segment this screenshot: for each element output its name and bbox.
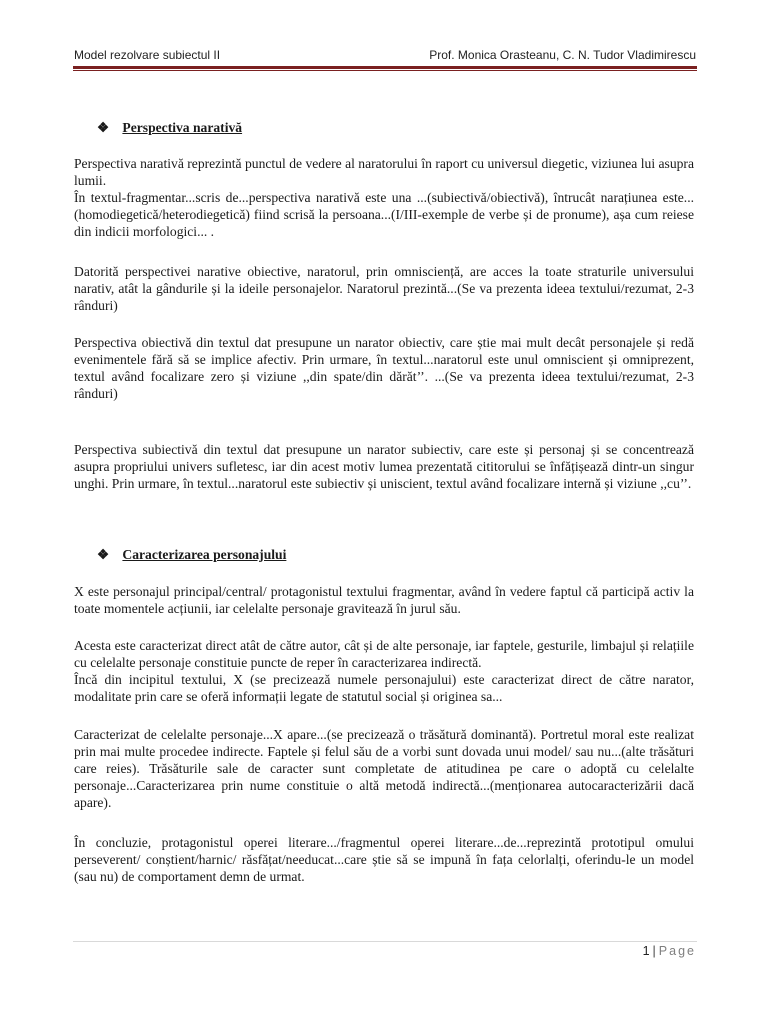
page-header bbox=[74, 46, 696, 68]
diamond-bullet-icon: ❖ bbox=[97, 120, 110, 135]
footer-rule bbox=[73, 941, 697, 942]
paragraph-text: Perspectiva subiectivă din textul dat presupune un narator subiectiv, care este și personaj și se concentrează asupra propriului univers sufletesc, iar din acest motiv lumea prezentată cititorului se înfățișează dintr-un singur unghi. Prin urmare, în textul...naratorul este subiectiv și uniscient, textul având focalizare internă și viziune ,,cu’’. bbox=[74, 442, 694, 491]
paragraph-caracterizare-directa bbox=[74, 637, 694, 705]
diamond-bullet-icon: ❖ bbox=[97, 547, 110, 562]
page-number: 1 bbox=[642, 944, 650, 958]
paragraph-caracterizare-indirecta bbox=[74, 726, 694, 811]
paragraph-text: Datorită perspectivei narative obiective, naratorul, prin omnisciență, are acces la toate straturile universului narativ, atât la gândurile și la ideile personajelor. Naratorul prezintă...(Se va prezenta ideea textului/rezumat, 2-3 rânduri) bbox=[74, 264, 694, 313]
paragraph-line: Încă din incipitul textului, X (se precizează numele personajului) este caracterizat direct de către narator, modalitate prin care se oferă informații legate de statutul social și originea sa... bbox=[74, 672, 694, 704]
section-heading-caracterizare bbox=[97, 547, 286, 563]
paragraph-perspectiva-definitie bbox=[74, 155, 694, 240]
page-label: Page bbox=[658, 944, 696, 958]
paragraph-perspectiva-subiectiva bbox=[74, 441, 694, 492]
paragraph-personaj-principal bbox=[74, 583, 694, 617]
paragraph-line: Acesta este caracterizat direct atât de către autor, cât și de alte personaje, iar faptele, gesturile, limbajul și relațiile cu celelalte personaje constituie puncte de reper în caracterizarea indirectă. bbox=[74, 638, 694, 670]
header-rule-thick bbox=[73, 66, 697, 69]
section-title: Caracterizarea personajului bbox=[122, 547, 287, 562]
paragraph-text: În concluzie, protagonistul operei literare.../fragmentul operei literare...de...reprezintă prototipul omului perseverent/ conștient/harnic/ răsfățat/needucat...care știe să se impună în fața celorlalți, oferindu-le un model (sau nu) de comportament demn de urmat. bbox=[74, 835, 694, 884]
section-heading-perspectiva bbox=[97, 120, 242, 136]
paragraph-perspectiva-obiectiva-omniscienta bbox=[74, 263, 694, 314]
header-rule-thin bbox=[73, 70, 697, 71]
footer-separator: | bbox=[652, 944, 656, 958]
section-title: Perspectiva narativă bbox=[122, 120, 243, 135]
header-author: Prof. Monica Orasteanu, C. N. Tudor Vladimirescu bbox=[429, 48, 696, 62]
paragraph-text: Perspectiva obiectivă din textul dat presupune un narator obiectiv, care știe mai mult decât personajele și redă evenimentele fără să se implice afectiv. Prin urmare, în textul...naratorul este unul omniscient și omniprezent, textul având focalizare zero și viziune ,,din spate/din dărăt’’. ...(Se va prezenta ideea textului/rezumat, 2-3 rânduri) bbox=[74, 335, 694, 401]
paragraph-line: În textul-fragmentar...scris de...perspectiva narativă este una ...(subiectivă/obiectivă), întrucât narațiunea este...(homodiegetică/heterodiegetică) fiind scrisă la persoana...(I/III-exemple de verbe și de pronume), așa cum reiese din indicii morfologici... . bbox=[74, 190, 694, 239]
paragraph-line: Perspectiva narativă reprezintă punctul de vedere al naratorului în raport cu universul diegetic, viziunea lui asupra lumii. bbox=[74, 156, 694, 188]
header-document-title: Model rezolvare subiectul II bbox=[74, 48, 221, 62]
page-footer bbox=[643, 944, 696, 958]
paragraph-perspectiva-obiectiva bbox=[74, 334, 694, 402]
paragraph-text: X este personajul principal/central/ protagonistul textului fragmentar, având în vedere faptul că participă activ la toate momentele acțiunii, iar celelalte personaje gravitează în jurul său. bbox=[74, 584, 694, 616]
paragraph-concluzie bbox=[74, 834, 694, 885]
paragraph-text: Caracterizat de celelalte personaje...X apare...(se precizează o trăsătură dominantă). Portretul moral este realizat prin mai multe procedee indirecte. Faptele și felul său de a vorbi sunt dovada unui model/ sau nu...(alte trăsături care reies). Trăsăturile sale de caracter sunt completate de atitudinea pe care o adoptă cu celelalte personaje...Caracterizarea prin nume constituie o altă metodă indirectă...(menționarea autocaracterizării dacă apare). bbox=[74, 727, 694, 810]
